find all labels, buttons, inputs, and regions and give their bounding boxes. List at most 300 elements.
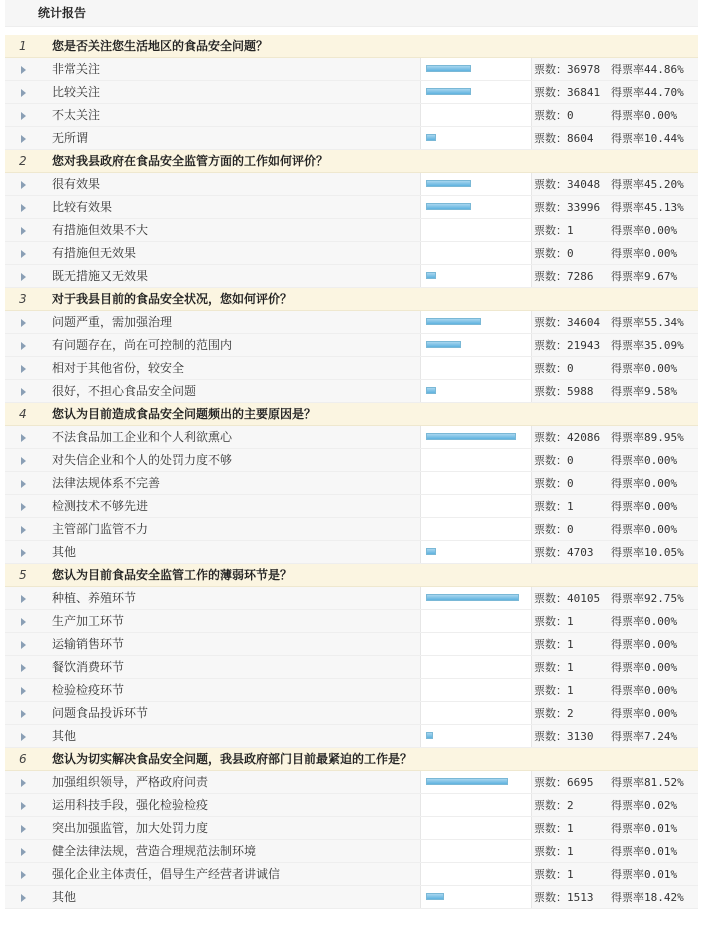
rate-value: 0.00% <box>644 638 678 651</box>
rate-value: 7.24% <box>644 730 678 743</box>
vote-count <box>534 840 574 863</box>
triangle-right-icon <box>21 388 26 396</box>
votes-value: 1 <box>567 868 574 881</box>
vote-bar-track <box>420 725 532 747</box>
vote-bar-track <box>420 472 532 494</box>
triangle-right-icon <box>21 526 26 534</box>
triangle-right-icon <box>21 112 26 120</box>
vote-bar-track <box>420 173 532 195</box>
vote-rate <box>611 656 677 679</box>
vote-count <box>534 127 594 150</box>
rate-label: 得票率 <box>611 707 644 720</box>
triangle-right-icon <box>21 135 26 143</box>
option-row <box>5 265 698 288</box>
triangle-right-icon <box>21 319 26 327</box>
vote-bar-track <box>420 863 532 885</box>
option-label: 其他 <box>52 729 77 743</box>
vote-rate <box>611 725 677 748</box>
question-number: 6 <box>19 752 27 766</box>
option-row <box>5 242 698 265</box>
vote-bar-track <box>420 380 532 402</box>
option-row <box>5 219 698 242</box>
option-row <box>5 610 698 633</box>
votes-value: 1 <box>567 638 574 651</box>
rate-label: 得票率 <box>611 822 644 835</box>
rate-value: 0.00% <box>644 247 678 260</box>
vote-bar-track <box>420 518 532 540</box>
rate-label: 得票率 <box>611 224 644 237</box>
vote-count <box>534 265 594 288</box>
vote-bar-track <box>420 127 532 149</box>
rate-label: 得票率 <box>611 431 644 444</box>
option-label: 其他 <box>52 545 77 559</box>
votes-value: 5988 <box>567 385 594 398</box>
question-row <box>5 748 698 771</box>
vote-rate <box>611 265 677 288</box>
votes-value: 0 <box>567 454 574 467</box>
votes-label: 票数： <box>534 776 567 789</box>
votes-label: 票数： <box>534 891 567 904</box>
option-row <box>5 794 698 817</box>
rate-value: 0.00% <box>644 362 678 375</box>
vote-bar-track <box>420 334 532 356</box>
votes-value: 34048 <box>567 178 601 191</box>
option-label: 有措施但效果不大 <box>52 223 149 237</box>
votes-value: 3130 <box>567 730 594 743</box>
vote-bar <box>426 341 461 348</box>
rate-value: 10.44% <box>644 132 684 145</box>
triangle-right-icon <box>21 342 26 350</box>
vote-count <box>534 426 600 449</box>
vote-rate <box>611 127 684 150</box>
option-row <box>5 587 698 610</box>
question-row <box>5 564 698 587</box>
triangle-right-icon <box>21 618 26 626</box>
votes-label: 票数： <box>534 132 567 145</box>
triangle-right-icon <box>21 894 26 902</box>
vote-bar-track <box>420 886 532 908</box>
votes-label: 票数： <box>534 270 567 283</box>
vote-rate <box>611 518 677 541</box>
triangle-right-icon <box>21 181 26 189</box>
vote-count <box>534 495 574 518</box>
rate-label: 得票率 <box>611 500 644 513</box>
option-row <box>5 771 698 794</box>
rate-label: 得票率 <box>611 178 644 191</box>
rate-label: 得票率 <box>611 63 644 76</box>
triangle-right-icon <box>21 733 26 741</box>
option-label: 加强组织领导，严格政府问责 <box>52 775 209 789</box>
votes-value: 1 <box>567 845 574 858</box>
triangle-right-icon <box>21 641 26 649</box>
vote-bar-track <box>420 702 532 724</box>
option-row <box>5 449 698 472</box>
vote-rate <box>611 702 677 725</box>
vote-rate <box>611 380 677 403</box>
votes-label: 票数： <box>534 178 567 191</box>
option-row <box>5 817 698 840</box>
option-label: 其他 <box>52 890 77 904</box>
triangle-right-icon <box>21 595 26 603</box>
vote-bar <box>426 778 508 785</box>
votes-value: 1 <box>567 661 574 674</box>
option-row <box>5 173 698 196</box>
rate-label: 得票率 <box>611 454 644 467</box>
question-number: 2 <box>19 154 27 168</box>
option-label: 比较关注 <box>52 85 101 99</box>
option-label: 突出加强监管，加大处罚力度 <box>52 821 209 835</box>
vote-count <box>534 656 574 679</box>
rate-value: 89.95% <box>644 431 684 444</box>
option-row <box>5 702 698 725</box>
option-label: 问题严重，需加强治理 <box>52 315 173 329</box>
votes-value: 1 <box>567 500 574 513</box>
question-text: 您认为目前食品安全监管工作的薄弱环节是？ <box>52 568 293 582</box>
rate-label: 得票率 <box>611 339 644 352</box>
votes-label: 票数： <box>534 63 567 76</box>
rate-value: 45.13% <box>644 201 684 214</box>
votes-label: 票数： <box>534 224 567 237</box>
option-row <box>5 357 698 380</box>
spacer <box>5 27 698 35</box>
triangle-right-icon <box>21 204 26 212</box>
votes-label: 票数： <box>534 822 567 835</box>
votes-value: 34604 <box>567 316 601 329</box>
option-label: 种植、养殖环节 <box>52 591 137 605</box>
rate-value: 9.58% <box>644 385 678 398</box>
triangle-right-icon <box>21 802 26 810</box>
triangle-right-icon <box>21 664 26 672</box>
rate-value: 9.67% <box>644 270 678 283</box>
vote-bar <box>426 594 519 601</box>
vote-bar-track <box>420 679 532 701</box>
option-label: 非常关注 <box>52 62 101 76</box>
vote-bar-track <box>420 794 532 816</box>
vote-rate <box>611 173 684 196</box>
rate-label: 得票率 <box>611 891 644 904</box>
votes-label: 票数： <box>534 362 567 375</box>
votes-label: 票数： <box>534 454 567 467</box>
option-row <box>5 725 698 748</box>
option-label: 问题食品投诉环节 <box>52 706 149 720</box>
vote-count <box>534 219 574 242</box>
rate-label: 得票率 <box>611 638 644 651</box>
triangle-right-icon <box>21 227 26 235</box>
vote-bar-track <box>420 357 532 379</box>
rate-value: 81.52% <box>644 776 684 789</box>
vote-rate <box>611 104 677 127</box>
rate-label: 得票率 <box>611 362 644 375</box>
votes-label: 票数： <box>534 845 567 858</box>
rate-value: 45.20% <box>644 178 684 191</box>
vote-count <box>534 794 574 817</box>
votes-value: 1513 <box>567 891 594 904</box>
vote-bar-track <box>420 81 532 103</box>
rate-label: 得票率 <box>611 799 644 812</box>
triangle-right-icon <box>21 365 26 373</box>
rate-value: 0.00% <box>644 224 678 237</box>
vote-count <box>534 449 574 472</box>
vote-rate <box>611 311 684 334</box>
votes-label: 票数： <box>534 615 567 628</box>
vote-rate <box>611 449 677 472</box>
vote-bar-track <box>420 541 532 563</box>
vote-count <box>534 587 600 610</box>
votes-value: 1 <box>567 684 574 697</box>
triangle-right-icon <box>21 457 26 465</box>
votes-value: 8604 <box>567 132 594 145</box>
votes-value: 36841 <box>567 86 601 99</box>
question-text: 您是否关注您生活地区的食品安全问题？ <box>52 39 269 53</box>
vote-rate <box>611 242 677 265</box>
question-row <box>5 150 698 173</box>
vote-bar-track <box>420 449 532 471</box>
question-row <box>5 35 698 58</box>
option-row <box>5 58 698 81</box>
vote-rate <box>611 794 677 817</box>
vote-bar-track <box>420 58 532 80</box>
vote-rate <box>611 541 684 564</box>
option-label: 生产加工环节 <box>52 614 125 628</box>
rate-label: 得票率 <box>611 270 644 283</box>
votes-value: 7286 <box>567 270 594 283</box>
votes-value: 42086 <box>567 431 601 444</box>
option-row <box>5 633 698 656</box>
vote-rate <box>611 81 684 104</box>
rate-label: 得票率 <box>611 385 644 398</box>
question-text: 您对我县政府在食品安全监管方面的工作如何评价？ <box>52 154 329 168</box>
vote-count <box>534 610 574 633</box>
vote-rate <box>611 817 677 840</box>
votes-label: 票数： <box>534 477 567 490</box>
vote-rate <box>611 863 677 886</box>
vote-bar-track <box>420 610 532 632</box>
question-number: 1 <box>19 39 27 53</box>
votes-label: 票数： <box>534 201 567 214</box>
rate-label: 得票率 <box>611 776 644 789</box>
option-label: 很有效果 <box>52 177 101 191</box>
vote-count <box>534 771 594 794</box>
vote-rate <box>611 587 684 610</box>
option-label: 主管部门监管不力 <box>52 522 149 536</box>
vote-bar <box>426 318 481 325</box>
votes-label: 票数： <box>534 730 567 743</box>
vote-bar <box>426 203 471 210</box>
option-label: 有问题存在，尚在可控制的范围内 <box>52 338 233 352</box>
survey-report <box>5 0 698 925</box>
votes-label: 票数： <box>534 661 567 674</box>
votes-value: 2 <box>567 707 574 720</box>
vote-count <box>534 334 600 357</box>
votes-value: 0 <box>567 523 574 536</box>
votes-label: 票数： <box>534 638 567 651</box>
rate-label: 得票率 <box>611 684 644 697</box>
rate-value: 0.00% <box>644 684 678 697</box>
vote-count <box>534 242 574 265</box>
vote-rate <box>611 495 677 518</box>
option-row <box>5 426 698 449</box>
option-label: 相对于其他省份，较安全 <box>52 361 185 375</box>
vote-bar-track <box>420 265 532 287</box>
votes-value: 0 <box>567 247 574 260</box>
option-label: 无所谓 <box>52 131 89 145</box>
option-label: 不法食品加工企业和个人利欲熏心 <box>52 430 233 444</box>
vote-count <box>534 81 600 104</box>
rate-label: 得票率 <box>611 132 644 145</box>
votes-label: 票数： <box>534 500 567 513</box>
votes-label: 票数： <box>534 339 567 352</box>
vote-bar-track <box>420 311 532 333</box>
option-label: 检测技术不够先进 <box>52 499 149 513</box>
option-row <box>5 840 698 863</box>
vote-rate <box>611 196 684 219</box>
votes-label: 票数： <box>534 247 567 260</box>
report-title: 统计报告 <box>5 0 698 27</box>
vote-rate <box>611 334 684 357</box>
question-text: 对于我县目前的食品安全状况，您如何评价？ <box>52 292 293 306</box>
vote-bar-track <box>420 196 532 218</box>
vote-bar <box>426 134 436 141</box>
option-row <box>5 127 698 150</box>
question-row <box>5 403 698 426</box>
vote-rate <box>611 771 684 794</box>
votes-value: 36978 <box>567 63 601 76</box>
vote-bar <box>426 893 444 900</box>
option-row <box>5 863 698 886</box>
rate-value: 0.00% <box>644 500 678 513</box>
vote-count <box>534 173 600 196</box>
rate-value: 0.02% <box>644 799 678 812</box>
vote-count <box>534 541 594 564</box>
votes-value: 1 <box>567 822 574 835</box>
vote-rate <box>611 219 677 242</box>
vote-count <box>534 702 574 725</box>
vote-bar <box>426 88 471 95</box>
rate-label: 得票率 <box>611 109 644 122</box>
option-row <box>5 886 698 909</box>
option-label: 比较有效果 <box>52 200 113 214</box>
vote-bar <box>426 433 516 440</box>
votes-label: 票数： <box>534 385 567 398</box>
vote-count <box>534 633 574 656</box>
rate-label: 得票率 <box>611 592 644 605</box>
option-row <box>5 518 698 541</box>
votes-label: 票数： <box>534 431 567 444</box>
option-label: 既无措施又无效果 <box>52 269 149 283</box>
question-row <box>5 288 698 311</box>
vote-rate <box>611 58 684 81</box>
rate-label: 得票率 <box>611 523 644 536</box>
rate-label: 得票率 <box>611 546 644 559</box>
vote-bar-track <box>420 104 532 126</box>
vote-rate <box>611 633 677 656</box>
rate-label: 得票率 <box>611 868 644 881</box>
vote-count <box>534 58 600 81</box>
vote-rate <box>611 426 684 449</box>
option-row <box>5 334 698 357</box>
triangle-right-icon <box>21 710 26 718</box>
option-row <box>5 380 698 403</box>
option-label: 不太关注 <box>52 108 101 122</box>
question-number: 5 <box>19 568 27 582</box>
votes-label: 票数： <box>534 316 567 329</box>
option-label: 餐饮消费环节 <box>52 660 125 674</box>
option-row <box>5 311 698 334</box>
vote-count <box>534 886 594 909</box>
rate-label: 得票率 <box>611 316 644 329</box>
rate-label: 得票率 <box>611 201 644 214</box>
rate-value: 0.00% <box>644 661 678 674</box>
votes-value: 0 <box>567 477 574 490</box>
votes-value: 21943 <box>567 339 601 352</box>
option-label: 对失信企业和个人的处罚力度不够 <box>52 453 233 467</box>
rate-value: 0.00% <box>644 615 678 628</box>
vote-bar-track <box>420 587 532 609</box>
rate-value: 0.00% <box>644 109 678 122</box>
triangle-right-icon <box>21 89 26 97</box>
triangle-right-icon <box>21 871 26 879</box>
votes-value: 2 <box>567 799 574 812</box>
vote-count <box>534 104 574 127</box>
triangle-right-icon <box>21 848 26 856</box>
votes-value: 1 <box>567 224 574 237</box>
triangle-right-icon <box>21 549 26 557</box>
vote-count <box>534 380 594 403</box>
option-label: 强化企业主体责任，倡导生产经营者讲诚信 <box>52 867 281 881</box>
question-text: 您认为切实解决食品安全问题，我县政府部门目前最紧迫的工作是？ <box>52 752 413 766</box>
option-row <box>5 495 698 518</box>
triangle-right-icon <box>21 434 26 442</box>
vote-bar-track <box>420 771 532 793</box>
vote-rate <box>611 679 677 702</box>
question-list <box>5 35 698 909</box>
question-text: 您认为目前造成食品安全问题频出的主要原因是？ <box>52 407 317 421</box>
vote-bar <box>426 387 436 394</box>
rate-value: 44.86% <box>644 63 684 76</box>
vote-count <box>534 518 574 541</box>
votes-label: 票数： <box>534 86 567 99</box>
vote-rate <box>611 610 677 633</box>
vote-count <box>534 817 574 840</box>
rate-value: 18.42% <box>644 891 684 904</box>
option-label: 运用科技手段，强化检验检疫 <box>52 798 209 812</box>
rate-value: 0.00% <box>644 477 678 490</box>
rate-label: 得票率 <box>611 845 644 858</box>
triangle-right-icon <box>21 66 26 74</box>
vote-bar-track <box>420 817 532 839</box>
option-row <box>5 541 698 564</box>
votes-value: 0 <box>567 362 574 375</box>
option-label: 很好，不担心食品安全问题 <box>52 384 197 398</box>
rate-label: 得票率 <box>611 730 644 743</box>
rate-label: 得票率 <box>611 661 644 674</box>
vote-bar-track <box>420 495 532 517</box>
vote-count <box>534 357 574 380</box>
triangle-right-icon <box>21 825 26 833</box>
vote-count <box>534 311 600 334</box>
option-row <box>5 656 698 679</box>
votes-value: 0 <box>567 109 574 122</box>
triangle-right-icon <box>21 503 26 511</box>
vote-bar-track <box>420 219 532 241</box>
vote-rate <box>611 886 684 909</box>
vote-count <box>534 196 600 219</box>
vote-count <box>534 863 574 886</box>
option-label: 检验检疫环节 <box>52 683 125 697</box>
vote-bar-track <box>420 840 532 862</box>
triangle-right-icon <box>21 480 26 488</box>
vote-bar-track <box>420 633 532 655</box>
